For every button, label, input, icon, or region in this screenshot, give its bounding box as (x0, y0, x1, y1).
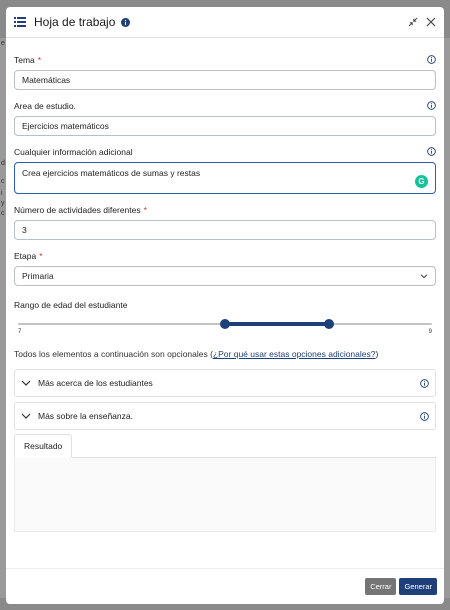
rango-label: Rango de edad del estudiante (14, 299, 128, 310)
chevron-down-icon (21, 411, 31, 421)
tema-label: Tema (14, 54, 35, 65)
info-label-row (14, 146, 436, 157)
accordion-students-label: Más acerca de los estudiantes (38, 378, 153, 388)
close-icon[interactable] (426, 17, 436, 27)
num-input[interactable]: 3 (14, 220, 436, 240)
minimize-icon[interactable] (408, 17, 418, 27)
required-mark: * (39, 250, 43, 261)
etapa-select-value: Primaria (22, 271, 54, 281)
optional-note-close: ) (375, 349, 379, 359)
worksheet-modal (6, 7, 444, 604)
background-text: d (1, 160, 5, 167)
info-textarea[interactable] (14, 162, 436, 194)
info-icon[interactable] (420, 412, 429, 421)
info-icon[interactable] (427, 147, 436, 156)
info-label: Cualquier información adicional (14, 146, 133, 157)
info-textarea-text: Crea ejercicios matemáticos de sumas y restas (22, 168, 201, 178)
info-icon[interactable] (121, 18, 130, 27)
background-text: c (1, 178, 5, 185)
modal-header (6, 7, 444, 38)
slider-min-label: 7 (18, 329, 22, 335)
tab-result[interactable]: Resultado (14, 434, 72, 458)
result-area (14, 458, 436, 532)
optional-note-text: Todos los elementos a continuación son opcionales ( (14, 349, 213, 359)
area-input[interactable]: Ejercicios matemáticos (14, 116, 436, 136)
background-text: i (1, 190, 3, 197)
tema-label-row (14, 54, 436, 65)
modal-title: Hoja de trabajo (34, 15, 116, 29)
slider-thumb-max[interactable] (324, 319, 334, 329)
chevron-down-icon (21, 378, 31, 388)
optional-note (14, 349, 436, 359)
slider-fill (225, 322, 329, 326)
result-tabs (14, 434, 436, 458)
close-button[interactable]: Cerrar (365, 578, 396, 595)
etapa-label-row (14, 250, 436, 261)
accordion-students[interactable] (14, 369, 436, 397)
area-label: Area de estudio. (14, 100, 76, 111)
accordion-teaching[interactable] (14, 402, 436, 430)
info-icon[interactable] (420, 379, 429, 388)
num-label: Número de actividades diferentes (14, 204, 141, 215)
age-range-slider[interactable] (18, 316, 432, 336)
num-label-row (14, 204, 436, 215)
slider-thumb-min[interactable] (220, 319, 230, 329)
background-right-strip (444, 38, 450, 598)
tema-input[interactable]: Matemáticas (14, 70, 436, 90)
why-options-link[interactable]: ¿Por qué usar estas opciones adicionales? (212, 349, 376, 359)
list-icon (14, 17, 26, 27)
slider-max-label: 9 (428, 329, 432, 335)
required-mark: * (143, 204, 147, 215)
etapa-select[interactable] (14, 266, 436, 286)
modal-footer (6, 568, 444, 604)
area-label-row (14, 100, 436, 111)
info-icon[interactable] (427, 101, 436, 110)
modal-body (6, 54, 444, 532)
chevron-down-icon (420, 272, 428, 280)
accordion-teaching-label: Más sobre la enseñanza. (38, 411, 133, 421)
background-text: y (1, 200, 5, 207)
generate-button[interactable]: Generar (399, 578, 437, 595)
grammarly-icon[interactable]: G (415, 175, 428, 188)
info-icon[interactable] (427, 55, 436, 64)
background-text: e (1, 40, 5, 47)
background-text: c (1, 210, 5, 217)
etapa-label: Etapa (14, 250, 37, 261)
rango-label-row (14, 299, 436, 310)
required-mark: * (37, 54, 42, 65)
